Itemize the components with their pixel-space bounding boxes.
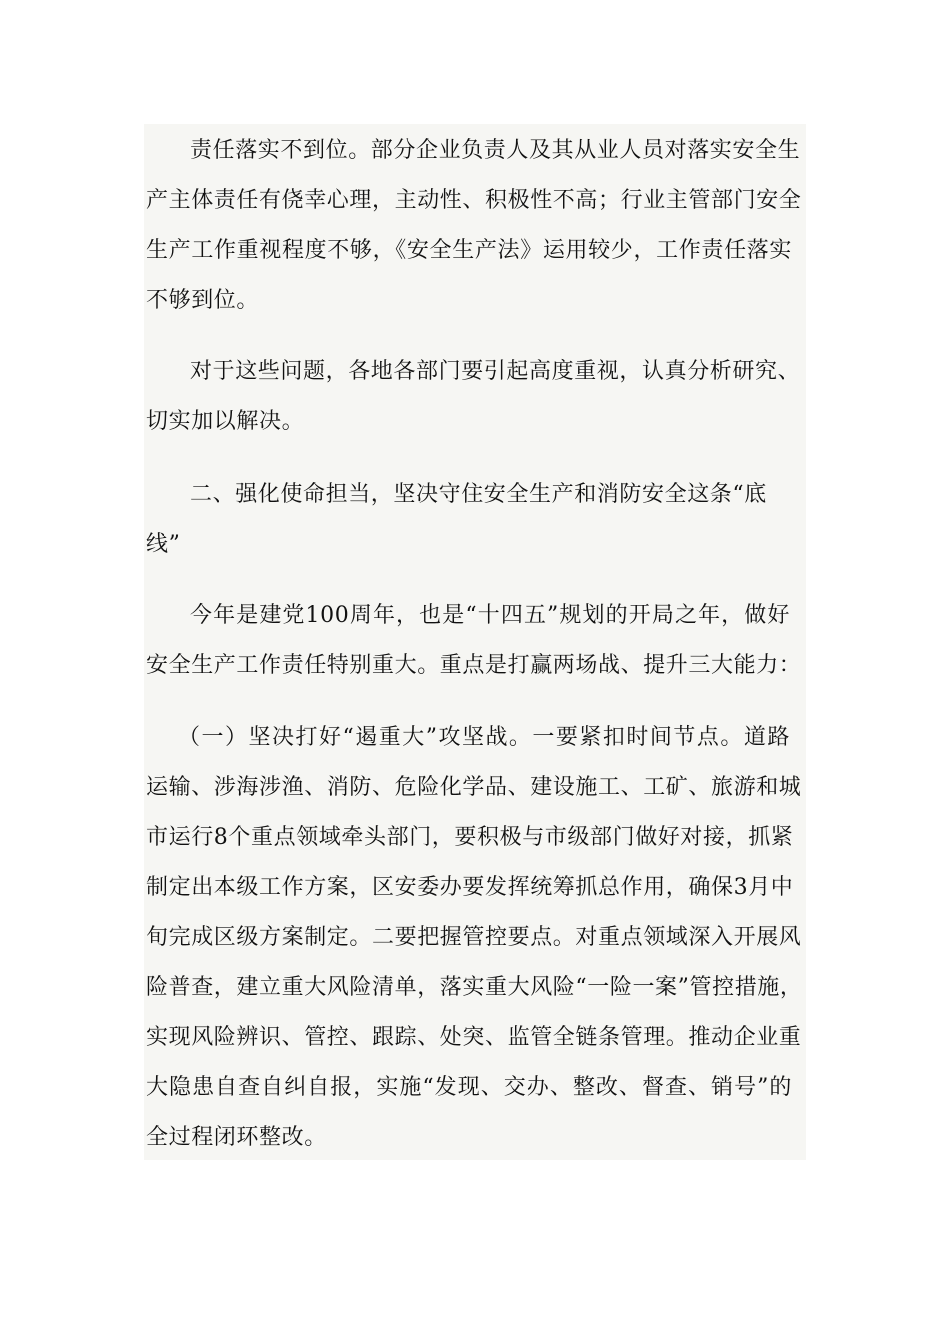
paragraph-line: 安全生产工作责任特别重大。重点是打赢两场战、提升三大能力：	[146, 653, 802, 678]
paragraph-line: 生产工作重视程度不够，《安全生产法》运用较少，工作责任落实	[146, 238, 792, 263]
paragraph-line: 对于这些问题，各地各部门要引起高度重视，认真分析研究、	[190, 359, 801, 384]
paragraph-line: 不够到位。	[146, 288, 260, 313]
paragraph-line: 制定出本级工作方案，区安委办要发挥统筹抓总作用，确保3月中	[146, 875, 794, 900]
paragraph-line: 全过程闭环整改。	[146, 1125, 327, 1150]
paragraph-line: 险普查，建立重大风险清单，落实重大风险“一险一案”管控措施，	[146, 975, 803, 1000]
section-heading-line: 线”	[146, 532, 181, 557]
paragraph-line: 切实加以解决。	[146, 409, 305, 434]
paragraph-line: 今年是建党100周年，也是“十四五”规划的开局之年，做好	[190, 603, 790, 628]
paragraph-line: 产主体责任有侥幸心理，主动性、积极性不高；行业主管部门安全	[146, 188, 802, 213]
document-page	[144, 124, 806, 1160]
section-heading-line: 二、强化使命担当，坚决守住安全生产和消防安全这条“底	[190, 482, 767, 507]
paragraph-line: 市运行8个重点领域牵头部门，要积极与市级部门做好对接，抓紧	[146, 825, 794, 850]
paragraph-line: 旬完成区级方案制定。二要把握管控要点。对重点领域深入开展风	[146, 925, 802, 950]
paragraph-line: （一）坚决打好“遏重大”攻坚战。一要紧扣时间节点。道路	[178, 725, 790, 750]
paragraph-line: 实现风险辨识、管控、跟踪、处突、监管全链条管理。推动企业重	[146, 1025, 802, 1050]
paragraph-line: 大隐患自查自纠自报，实施“发现、交办、整改、督查、销号”的	[146, 1075, 792, 1100]
paragraph-line: 责任落实不到位。部分企业负责人及其从业人员对落实安全生	[190, 138, 801, 163]
paragraph-line: 运输、涉海涉渔、消防、危险化学品、建设施工、工矿、旅游和城	[146, 775, 802, 800]
